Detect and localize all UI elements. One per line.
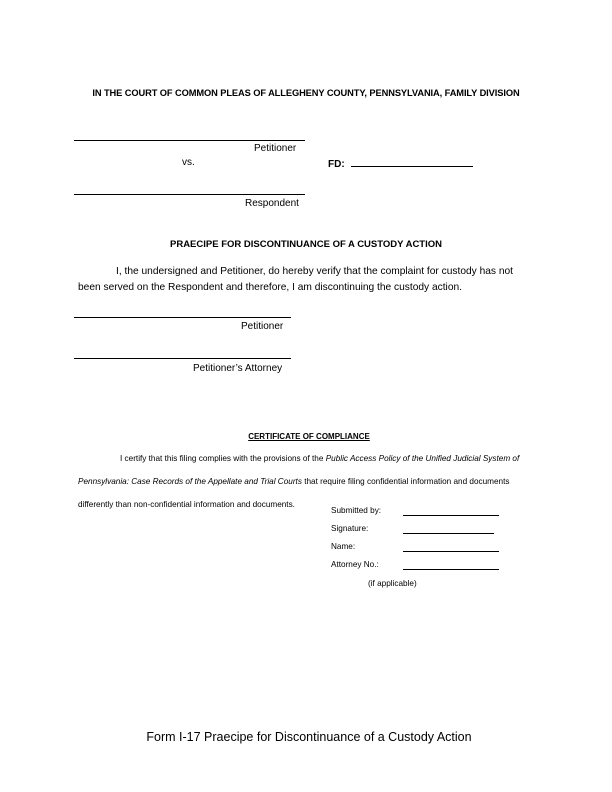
- petitioner-signature-label: Petitioner: [241, 321, 284, 332]
- respondent-name-line: [74, 194, 305, 195]
- caption-petitioner-label: Petitioner: [254, 143, 297, 154]
- certificate-title: CERTIFICATE OF COMPLIANCE: [248, 432, 370, 441]
- certificate-text-italic: Public Access Policy of the Unified Judicial System of Pennsylvania: Case Records of the Appellate and Trial Courts: [78, 454, 520, 486]
- submitted-by-label: Submitted by:: [331, 506, 382, 515]
- attorney-no-line[interactable]: [403, 569, 499, 570]
- fd-label: FD:: [328, 159, 345, 170]
- petitioner-signature-line[interactable]: [74, 317, 291, 318]
- verification-text: I, the undersigned and Petitioner, do hereby verify that the complaint for custody has not been served on the Respondent and therefore, I am discontinuing the custody action.: [78, 266, 513, 293]
- if-applicable-note: (if applicable): [368, 579, 417, 588]
- form-footer: Form I-17 Praecipe for Discontinuance of a Custody Action: [146, 730, 472, 744]
- name-line[interactable]: [403, 551, 499, 552]
- fd-number-line[interactable]: [351, 157, 473, 167]
- certificate-text-part1: I certify that this filing complies with the provisions of the: [120, 454, 326, 463]
- caption-vs-label: vs.: [182, 157, 195, 168]
- fd-number-field[interactable]: [328, 157, 473, 170]
- attorney-signature-line[interactable]: [74, 358, 291, 359]
- court-heading: IN THE COURT OF COMMON PLEAS OF ALLEGHENY COUNTY, PENNSYLVANIA, FAMILY DIVISION: [92, 88, 520, 98]
- caption-respondent-label: Respondent: [245, 198, 299, 209]
- submitted-by-line[interactable]: [403, 515, 499, 516]
- certificate-text: [78, 447, 538, 516]
- petitioner-name-line: [74, 140, 305, 141]
- name-label: Name:: [331, 542, 356, 551]
- certificate-text-part2: that require filing confidential information and documents differently than non-confidential information and documents.: [78, 477, 510, 509]
- document-title: PRAECIPE FOR DISCONTINUANCE OF A CUSTODY ACTION: [170, 239, 442, 250]
- attorney-signature-label: Petitioner’s Attorney: [193, 363, 283, 374]
- signature-label: Signature:: [331, 524, 369, 533]
- signature-line[interactable]: [403, 533, 494, 534]
- attorney-no-label: Attorney No.:: [331, 560, 379, 569]
